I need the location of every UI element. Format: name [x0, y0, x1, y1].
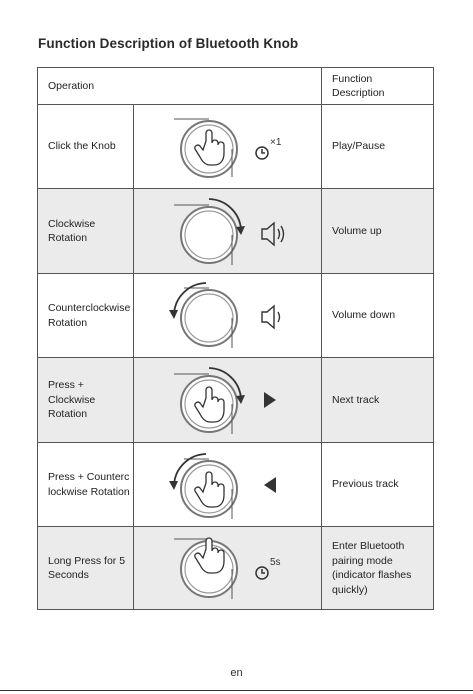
row-operation: Click the Knob [48, 140, 116, 153]
clock-icon [256, 147, 268, 159]
table-row [38, 274, 433, 358]
page-language-label: en [230, 667, 243, 679]
row-operation: Counterclockwise Rotation [48, 302, 131, 329]
row-function: Volume down [321, 274, 433, 357]
knob-icon [174, 205, 237, 265]
duration-badge: 5s [270, 557, 281, 568]
click-count-badge: ×1 [270, 137, 282, 148]
row-function: Previous track [321, 443, 433, 526]
row-illustration [133, 189, 321, 273]
table-row [38, 189, 433, 274]
row-function: Volume up [321, 189, 433, 273]
knob-counterclockwise-illustration [134, 274, 322, 358]
page-title: Function Description of Bluetooth Knob [38, 36, 299, 51]
clock-icon [256, 567, 268, 579]
row-illustration [133, 527, 321, 609]
row-illustration [133, 105, 321, 188]
table-row [38, 105, 433, 189]
speaker-quieter-icon [262, 306, 280, 328]
knob-icon [181, 288, 237, 348]
row-function: Play/Pause [321, 105, 433, 188]
header-function-description: Function Description [321, 68, 433, 104]
row-operation: Press + Counterclockwise Rotation [48, 471, 130, 498]
row-operation: Press + Clockwise Rotation [48, 379, 96, 421]
table-row [38, 527, 433, 609]
knob-press-clockwise-illustration [134, 358, 322, 443]
header-operation: Operation [48, 79, 95, 92]
function-table [37, 67, 434, 610]
row-illustration [133, 443, 321, 526]
row-function: Enter Bluetooth pairing mode (indicator flashes quickly) [321, 527, 433, 609]
hand-icon [195, 130, 224, 165]
speaker-louder-icon [262, 223, 284, 245]
footer-divider [0, 690, 473, 691]
knob-clockwise-illustration [134, 189, 322, 274]
table-row [38, 358, 433, 443]
table-header-row [38, 68, 433, 105]
knob-click-illustration [134, 105, 322, 189]
play-right-icon [264, 392, 276, 408]
table-row [38, 443, 433, 527]
row-illustration [133, 274, 321, 357]
play-left-icon [264, 477, 276, 493]
knob-long-press-illustration [134, 527, 322, 609]
row-illustration [133, 358, 321, 442]
row-operation: Long Press for 5 Seconds [48, 554, 126, 581]
row-function: Next track [321, 358, 433, 442]
row-operation: Clockwise Rotation [48, 217, 96, 244]
knob-press-counterclockwise-illustration [134, 443, 322, 527]
